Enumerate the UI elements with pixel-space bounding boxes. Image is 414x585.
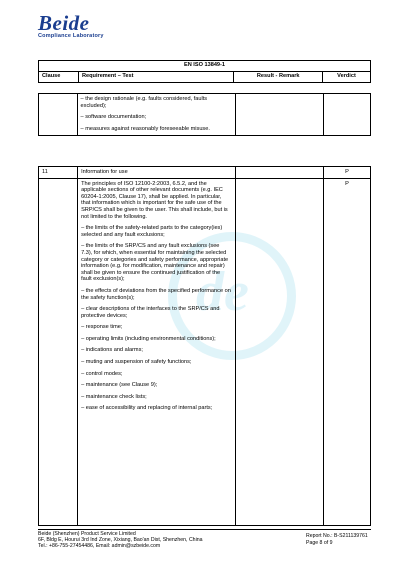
col-result: Result - Remark	[234, 72, 323, 83]
list-item: – maintenance check lists;	[81, 393, 147, 400]
list-item: – muting and suspension of safety functions;	[81, 359, 192, 366]
verdict-value: P	[324, 178, 371, 525]
list-item: – software documentation;	[80, 114, 147, 121]
footer-report-info	[306, 533, 368, 547]
standard-title: EN ISO 13849-1	[39, 61, 371, 72]
result-cell	[236, 167, 324, 179]
col-verdict: Verdict	[323, 72, 371, 83]
verdict-cell	[324, 94, 371, 136]
verdict-value: P	[324, 167, 371, 179]
requirement-cell	[77, 94, 236, 136]
footer-address-line: 6F, Bldg E, Hourui 3rd Ind Zone, Xixiang, Bao'an Dist, Shenzhen, China	[38, 537, 203, 543]
list-item: – ease of accessibility and replacing of internal parts;	[81, 405, 213, 412]
page-number: Page 8 of 9	[306, 540, 333, 546]
list-item: – maintenance (see Clause 9);	[81, 382, 158, 389]
footer-contact: Tel.: +86-755-27454486, Email: admin@szbeide.com	[38, 543, 161, 549]
col-requirement: Requirement – Test	[78, 72, 233, 83]
list-item: – indications and alarms;	[81, 347, 143, 354]
list-item: – the design rationale (e.g. faults considered, faults excluded);	[80, 96, 208, 109]
result-cell	[236, 94, 324, 136]
watermark-text: de	[196, 261, 249, 323]
clause-11-table	[38, 166, 371, 526]
footer-company: Beide (Shenzhen) Product Service Limited	[38, 531, 136, 537]
list-item: – the limits of the safety-related parts to the category(ies) selected and any fault exclusions;	[81, 225, 223, 238]
list-item: – the effects of deviations from the specified performance on the safety function(s);	[81, 287, 231, 301]
list-item: – measures against reasonably foreseeable misuse.	[80, 125, 210, 132]
logo-name: Beide	[38, 11, 90, 35]
paragraph: The principles of ISO 12100-2:2003, 6.5.2, and the applicable sections of other relevant documents (e.g. IEC 60204-1:2005, Clause 17), shall be applied. In particular, that information which is important for the safe use of the SRP/CS shall be given to the user. This shall include, but is not limited to the following.	[81, 180, 228, 220]
logo-tagline: Compliance Laboratory	[38, 33, 104, 39]
footer-divider	[38, 529, 371, 530]
list-item: – operating limits (including environmental conditions);	[81, 335, 216, 342]
requirement-text	[78, 178, 236, 525]
list-item: – response time;	[81, 324, 123, 331]
requirement-title: Information for use	[78, 167, 236, 179]
report-number: Report No.: B-S211139761	[306, 533, 368, 539]
clause-number: 11	[39, 167, 78, 179]
company-logo	[38, 13, 104, 39]
col-clause: Clause	[39, 72, 79, 83]
footer-address	[38, 531, 203, 549]
result-cell	[236, 178, 324, 525]
list-item: – the limits of the SRP/CS and any fault exclusions (see 7.3), for which, when essential for maintaining the selected category or categories and safety performance, appropriate information (e.g. for modification, maintenance and repair) shall be given to ensure the continued justification of the fault exclusion(s);	[81, 243, 229, 283]
continuation-table	[38, 93, 371, 136]
list-item: – control modes;	[81, 370, 123, 377]
clause-cell	[39, 178, 78, 525]
list-item: – clear descriptions of the interfaces to the SRP/CS and protective devices;	[81, 306, 220, 319]
clause-cell	[39, 94, 78, 136]
header-table	[38, 60, 371, 83]
